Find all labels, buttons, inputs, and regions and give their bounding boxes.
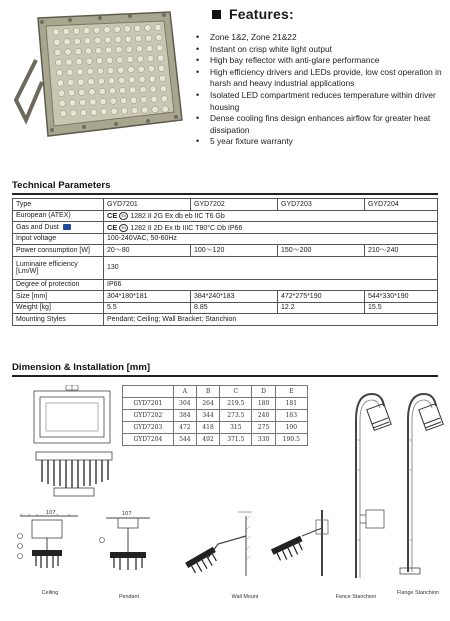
- table-cell: 304: [173, 398, 196, 410]
- table-cell: 180: [252, 398, 275, 410]
- stanchion-drawings: [338, 380, 446, 580]
- table-row: [123, 434, 308, 446]
- led-lens: [89, 89, 95, 95]
- table-header-cell: C: [220, 386, 252, 398]
- fence-stanchion-mount-drawing: [262, 506, 338, 580]
- led-lens: [105, 37, 111, 43]
- led-lens: [101, 109, 107, 115]
- table-row: [13, 199, 438, 211]
- table-cell: 273.5: [220, 410, 252, 422]
- led-lens: [108, 78, 114, 84]
- led-lens: [95, 47, 101, 53]
- led-lens: [56, 59, 62, 65]
- param-label: Weight [kg]: [13, 302, 104, 314]
- led-lens: [90, 99, 96, 105]
- param-value: [104, 222, 438, 234]
- led-lens: [119, 77, 125, 83]
- led-lens: [67, 69, 73, 75]
- table-header-cell: B: [196, 386, 219, 398]
- features-list: [196, 32, 444, 148]
- feature-item: • Zone 1&2, Zone 21&22: [196, 32, 444, 44]
- led-lens: [87, 68, 93, 74]
- param-label: [13, 256, 104, 279]
- led-lens: [76, 59, 82, 65]
- table-cell: GYD7203: [123, 422, 174, 434]
- table-row: [13, 245, 438, 257]
- led-lens: [120, 98, 126, 104]
- table-row: [13, 210, 438, 222]
- table-cell: 418: [196, 422, 219, 434]
- table-cell: 219.5: [220, 398, 252, 410]
- param-label-line: Luminaire efficiency: [16, 260, 78, 268]
- param-label: Power consumption [W]: [13, 245, 104, 257]
- param-value: 384*240*183: [191, 291, 278, 303]
- table-row: [13, 222, 438, 234]
- led-lens: [139, 76, 145, 82]
- param-value: 304*180*181: [104, 291, 191, 303]
- table-row: [123, 386, 308, 398]
- led-lens: [59, 100, 65, 106]
- caption-pendant: Pendant: [118, 594, 140, 600]
- param-value: 20～80: [104, 245, 191, 257]
- param-value: GYD7201: [104, 199, 191, 211]
- param-value: GYD7204: [365, 199, 438, 211]
- param-value: IP66: [104, 279, 438, 291]
- caption-fence-stanchion: Fence Stanchion: [335, 594, 377, 600]
- table-header-cell: E: [275, 386, 307, 398]
- param-value: 15.5: [365, 302, 438, 314]
- led-lens: [60, 110, 66, 116]
- atex-dust-marking: 1282 II 2D Ex tb IIIC T80°C Db IP66: [130, 224, 243, 232]
- led-lens: [135, 35, 141, 41]
- led-lens: [80, 110, 86, 116]
- technical-parameters-title: Technical Parameters: [12, 180, 111, 191]
- param-value: 130: [104, 256, 438, 279]
- led-lens: [146, 45, 152, 51]
- led-lens: [146, 35, 152, 41]
- led-lens: [53, 29, 59, 35]
- param-label: Input voltage: [13, 233, 104, 245]
- feature-item: • High bay reflector with anti-glare performance: [196, 55, 444, 67]
- table-header-cell: [123, 386, 174, 398]
- param-label: European (ATEX): [13, 210, 104, 222]
- feature-item: • Dense cooling fins design enhances airflow for greater heat dissipation: [196, 113, 444, 136]
- table-cell: 190: [275, 422, 307, 434]
- caption-wall-mount: Wall Mount: [231, 594, 259, 600]
- table-cell: 275: [252, 422, 275, 434]
- feature-item: • 5 year fixture warranty: [196, 136, 444, 148]
- led-lens: [152, 106, 158, 112]
- led-lens: [109, 88, 115, 94]
- led-lens: [68, 79, 74, 85]
- led-lens: [80, 99, 86, 105]
- table-header-cell: A: [173, 386, 196, 398]
- table-row: [123, 422, 308, 434]
- param-value: 12.2: [278, 302, 365, 314]
- led-lens: [88, 79, 94, 85]
- led-lens: [77, 69, 83, 75]
- ce-mark: CE: [107, 211, 118, 221]
- led-lens: [100, 98, 106, 104]
- table-cell: 240: [252, 410, 275, 422]
- feature-item: • High efficiency drivers and LEDs provide, low cost operation in harsh and heavy industrial applications: [196, 67, 444, 90]
- technical-parameters-table: [12, 198, 438, 326]
- table-cell: 344: [196, 410, 219, 422]
- led-lens: [78, 79, 84, 85]
- led-lens: [57, 80, 63, 86]
- led-lens: [104, 27, 110, 33]
- table-row: [13, 279, 438, 291]
- param-label: Size [mm]: [13, 291, 104, 303]
- led-lens: [107, 67, 113, 73]
- led-lens: [97, 68, 103, 74]
- ce-mark: CE: [107, 222, 118, 232]
- led-lens: [140, 86, 146, 92]
- led-lens: [115, 36, 121, 42]
- table-cell: GYD7201: [123, 398, 174, 410]
- table-row: [13, 256, 438, 279]
- led-lens: [68, 90, 74, 96]
- led-lens: [96, 58, 102, 64]
- eu-flag-icon: [63, 224, 71, 230]
- led-lens: [161, 96, 167, 102]
- led-lens: [73, 28, 79, 34]
- caption-ceiling: Ceiling: [41, 590, 59, 596]
- param-value: 5.5: [104, 302, 191, 314]
- led-lens: [162, 106, 168, 112]
- table-row: [13, 314, 438, 326]
- led-lens: [137, 56, 143, 62]
- led-lens: [159, 75, 165, 81]
- table-cell: 384: [173, 410, 196, 422]
- led-lens: [91, 109, 97, 115]
- product-photo: [8, 8, 186, 140]
- led-lens: [121, 108, 127, 114]
- led-lens: [156, 35, 162, 41]
- led-lens: [99, 88, 105, 94]
- section-divider: [12, 193, 438, 195]
- led-lens: [126, 46, 132, 52]
- param-value: Pendant; Ceiling; Wall Bracket; Stanchion: [104, 314, 438, 326]
- led-lens: [128, 66, 134, 72]
- ex-icon: Ex: [119, 212, 128, 220]
- led-lens: [74, 38, 80, 44]
- led-lens: [70, 110, 76, 116]
- table-cell: 492: [196, 434, 219, 446]
- led-lens: [94, 27, 100, 33]
- table-cell: 190.5: [275, 434, 307, 446]
- param-value: 472*275*190: [278, 291, 365, 303]
- led-lens: [142, 107, 148, 113]
- ex-icon: Ex: [119, 224, 128, 232]
- led-lens: [160, 86, 166, 92]
- led-lens: [54, 39, 60, 45]
- led-lens: [145, 25, 151, 31]
- param-value: 8.85: [191, 302, 278, 314]
- feature-item: • Instant on crisp white light output: [196, 44, 444, 56]
- led-lens: [98, 78, 104, 84]
- led-lens: [155, 24, 161, 30]
- led-lens: [118, 67, 124, 73]
- led-lens: [136, 46, 142, 52]
- features-heading: [212, 6, 444, 22]
- param-value: 100-240VAC, 50-60Hz: [104, 233, 438, 245]
- led-lens: [131, 97, 137, 103]
- param-label-line: [Lm/W]: [16, 267, 39, 275]
- led-lens: [66, 59, 72, 65]
- param-label: Degree of protection: [13, 279, 104, 291]
- led-lens: [130, 87, 136, 93]
- table-cell: GYD7202: [123, 410, 174, 422]
- param-label: [13, 222, 104, 234]
- feature-item: • Isolated LED compartment reduces temperature within driver housing: [196, 90, 444, 113]
- table-cell: 371.5: [220, 434, 252, 446]
- front-view-drawing: [30, 385, 114, 449]
- wall-mount-drawing: [178, 506, 252, 580]
- table-cell: 330: [252, 434, 275, 446]
- led-lens: [65, 49, 71, 55]
- led-lens: [107, 57, 113, 63]
- led-lens: [129, 77, 135, 83]
- led-lens: [110, 98, 116, 104]
- table-cell: 181: [275, 398, 307, 410]
- table-header-cell: D: [252, 386, 275, 398]
- param-value: [104, 210, 438, 222]
- led-lens: [116, 47, 122, 53]
- table-cell: 315: [220, 422, 252, 434]
- param-value: 150～200: [278, 245, 365, 257]
- atex-gas-marking: 1282 II 2G Ex db eb IIC T6 Gb: [130, 213, 225, 221]
- param-label-text: Gas and Dust: [16, 223, 59, 231]
- led-lens: [106, 47, 112, 53]
- side-view-drawing: [34, 448, 114, 500]
- dimension-installation-title: Dimension & Installation [mm]: [12, 362, 151, 373]
- led-lens: [157, 45, 163, 51]
- led-lens: [138, 66, 144, 72]
- table-row: [13, 302, 438, 314]
- dimension-label: 107: [122, 511, 132, 517]
- table-row: [123, 410, 308, 422]
- led-lens: [55, 49, 61, 55]
- led-lens: [158, 65, 164, 71]
- led-lens: [69, 100, 75, 106]
- led-lens: [58, 90, 64, 96]
- param-label: Mounting Styles: [13, 314, 104, 326]
- led-lens: [124, 26, 130, 32]
- led-lens: [147, 55, 153, 61]
- led-lens: [56, 70, 62, 76]
- features-title: Features:: [229, 6, 294, 22]
- features-section: [196, 6, 444, 148]
- led-lens: [111, 108, 117, 114]
- table-row: [13, 233, 438, 245]
- led-lens: [150, 86, 156, 92]
- led-lens: [158, 55, 164, 61]
- table-row: [123, 398, 308, 410]
- square-bullet-icon: [212, 10, 221, 19]
- table-cell: 472: [173, 422, 196, 434]
- dimension-table: [122, 385, 308, 446]
- led-lens: [119, 87, 125, 93]
- param-value: GYD7203: [278, 199, 365, 211]
- led-lens: [75, 48, 81, 54]
- led-lens: [125, 36, 131, 42]
- led-lens: [127, 56, 133, 62]
- table-cell: GYD7204: [123, 434, 174, 446]
- led-lens: [63, 28, 69, 34]
- led-lens: [134, 25, 140, 31]
- section-divider: [12, 375, 438, 377]
- param-value: 210～240: [365, 245, 438, 257]
- dimension-label: 107: [46, 510, 56, 516]
- led-lens: [86, 58, 92, 64]
- pendant-mount-drawing: [96, 510, 158, 580]
- led-lens: [84, 38, 90, 44]
- led-lens: [85, 48, 91, 54]
- led-lens: [117, 57, 123, 63]
- led-lens: [79, 89, 85, 95]
- led-lens: [149, 76, 155, 82]
- param-value: 544*330*190: [365, 291, 438, 303]
- param-value: 100～120: [191, 245, 278, 257]
- led-lens: [83, 27, 89, 33]
- param-value: GYD7202: [191, 199, 278, 211]
- led-lens: [64, 39, 70, 45]
- led-lens: [114, 26, 120, 32]
- led-lens: [95, 37, 101, 43]
- led-lens: [148, 66, 154, 72]
- caption-flange-stanchion: Flange Stanchion: [397, 590, 439, 596]
- table-cell: 183: [275, 410, 307, 422]
- led-lens: [151, 96, 157, 102]
- table-row: [13, 291, 438, 303]
- ceiling-mount-drawing: [14, 510, 84, 580]
- table-cell: 264: [196, 398, 219, 410]
- led-lens: [141, 97, 147, 103]
- led-lens: [131, 107, 137, 113]
- table-cell: 544: [173, 434, 196, 446]
- param-label: Type: [13, 199, 104, 211]
